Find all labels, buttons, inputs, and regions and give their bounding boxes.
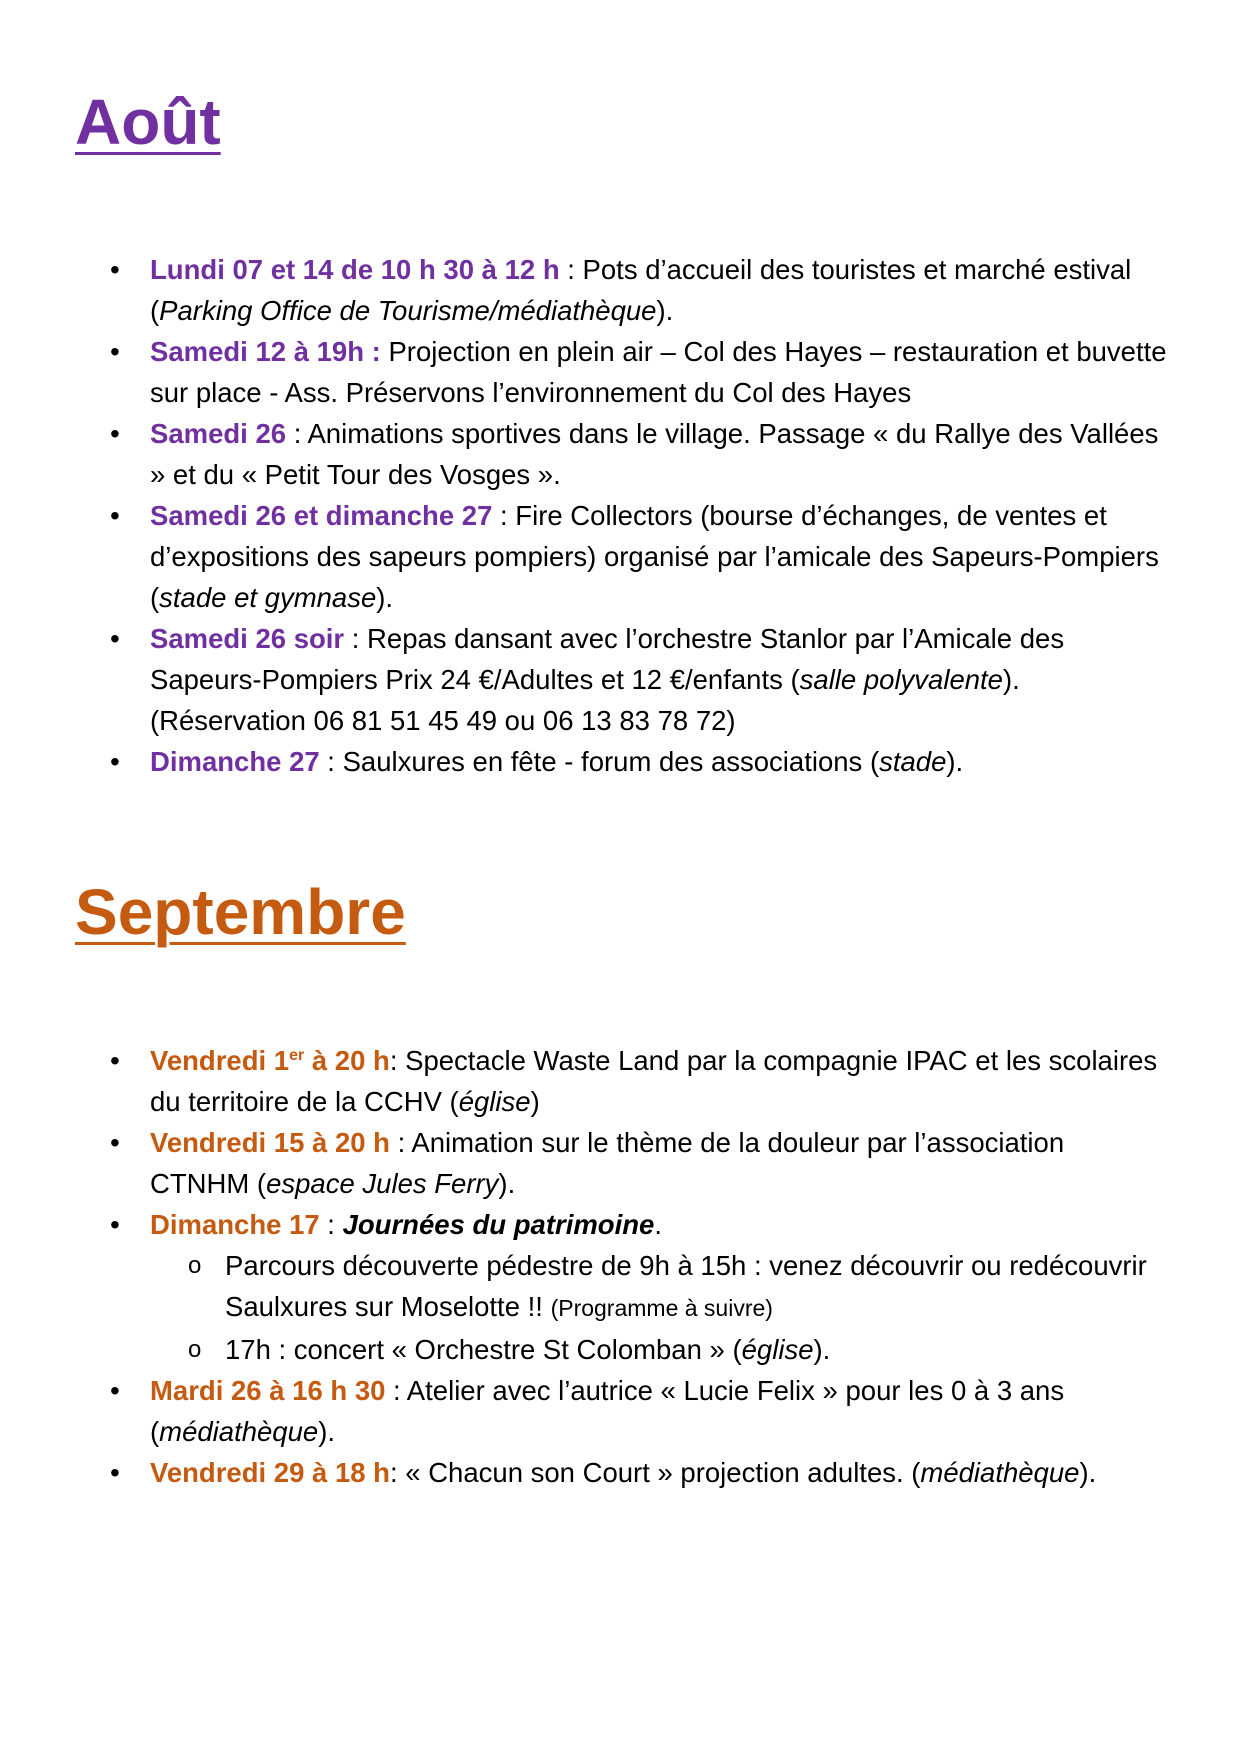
event-text: Projection en plein air – Col des Hayes – restauration et buvette sur place - Ass. Préservons l’environnement du Col des Hayes (150, 336, 1167, 408)
event-date: Vendredi 15 à 20 h (150, 1127, 390, 1158)
event-item (0, 1452, 1241, 1493)
event-item (0, 249, 1241, 331)
event-text-end: ). (Réservation 06 81 51 45 49 ou 06 13 83 78 72) (150, 664, 1020, 736)
ordinal-superscript: er (289, 1046, 305, 1064)
event-text-end: ) (530, 1086, 540, 1117)
event-text: : Repas dansant avec l’orchestre Stanlor par l’Amicale des Sapeurs-Pompiers Prix 24 €/Adultes et 12 €/enfants ( (150, 623, 1065, 695)
event-date: Samedi 26 et dimanche 27 (150, 500, 493, 531)
event-text-end: ). (946, 746, 964, 777)
event-date (150, 1045, 390, 1076)
event-item (0, 413, 1241, 495)
event-text: : Saulxures en fête - forum des associations ( (319, 746, 880, 777)
month-heading-septembre: Septembre (75, 876, 406, 948)
event-item (0, 331, 1241, 413)
event-date: Samedi 12 à 19h : (150, 336, 381, 367)
event-text-end: ). (813, 1334, 831, 1365)
event-item (0, 618, 1241, 741)
event-text: : Animations sportives dans le village. Passage « du Rallye des Vallées » et du « Petit Tour des Vosges ». (150, 418, 1159, 490)
event-text: : Fire Collectors (bourse d’échanges, de ventes et d’expositions des sapeurs pompiers) organisé par l’amicale des Sapeurs-Pompiers ( (150, 500, 1159, 613)
event-date: Vendredi 29 à 18 h (150, 1457, 390, 1488)
event-item (0, 1370, 1241, 1452)
event-place: stade (879, 746, 947, 777)
event-item (0, 1040, 1241, 1122)
event-date: Dimanche 27 (150, 746, 320, 777)
event-date-time: à 20 h (304, 1045, 390, 1076)
event-date: Dimanche 17 (150, 1209, 320, 1240)
event-date: Samedi 26 (150, 418, 287, 449)
septembre-event-list (0, 1040, 1241, 1493)
event-place: église (458, 1086, 531, 1117)
event-text-end: ). (318, 1416, 335, 1447)
event-place: médiathèque (920, 1457, 1080, 1488)
event-place: Parking Office de Tourisme/médiathèque (159, 295, 657, 326)
event-item (0, 1122, 1241, 1204)
event-place: église (741, 1334, 814, 1365)
event-item (0, 1204, 1241, 1370)
event-place: salle polyvalente (799, 664, 1003, 695)
sub-item-note: (Programme à suivre) (550, 1295, 773, 1321)
event-place: stade et gymnase (159, 582, 377, 613)
event-sub-list (150, 1245, 1171, 1370)
event-item (0, 495, 1241, 618)
event-text: : Animation sur le thème de la douleur par l’association CTNHM ( (150, 1127, 1065, 1199)
event-text-end: ). (656, 295, 674, 326)
sub-item-text: 17h : concert « Orchestre St Colomban » ( (225, 1334, 742, 1365)
sub-item (150, 1329, 1171, 1370)
month-heading-aout: Août (75, 86, 221, 158)
event-date: Mardi 26 à 16 h 30 (150, 1375, 386, 1406)
event-title: Journées du patrimoine (342, 1209, 655, 1240)
event-text-end: ). (376, 582, 394, 613)
event-text-end: ). (498, 1168, 516, 1199)
event-place: médiathèque (159, 1416, 319, 1447)
event-text: : Atelier avec l’autrice « Lucie Felix » pour les 0 à 3 ans ( (150, 1375, 1065, 1447)
event-text: : Pots d’accueil des touristes et marché estival ( (150, 254, 1132, 326)
aout-event-list (0, 249, 1241, 782)
event-text: : (319, 1209, 343, 1240)
event-text: : Spectacle Waste Land par la compagnie IPAC et les scolaires du territoire de la CCHV ( (150, 1045, 1158, 1117)
event-date: Samedi 26 soir (150, 623, 345, 654)
sub-item (150, 1245, 1171, 1329)
event-text: : « Chacun son Court » projection adultes. ( (389, 1457, 921, 1488)
event-text-end: . (654, 1209, 662, 1240)
event-date: Lundi 07 et 14 de 10 h 30 à 12 h (150, 254, 560, 285)
event-date-day: Vendredi 1 (150, 1045, 290, 1076)
event-place: espace Jules Ferry (266, 1168, 499, 1199)
event-text-end: ). (1079, 1457, 1097, 1488)
event-item (0, 741, 1241, 782)
sub-item-text: Parcours découverte pédestre de 9h à 15h : venez découvrir ou redécouvrir Saulxures sur Moselotte !! (225, 1250, 1147, 1322)
